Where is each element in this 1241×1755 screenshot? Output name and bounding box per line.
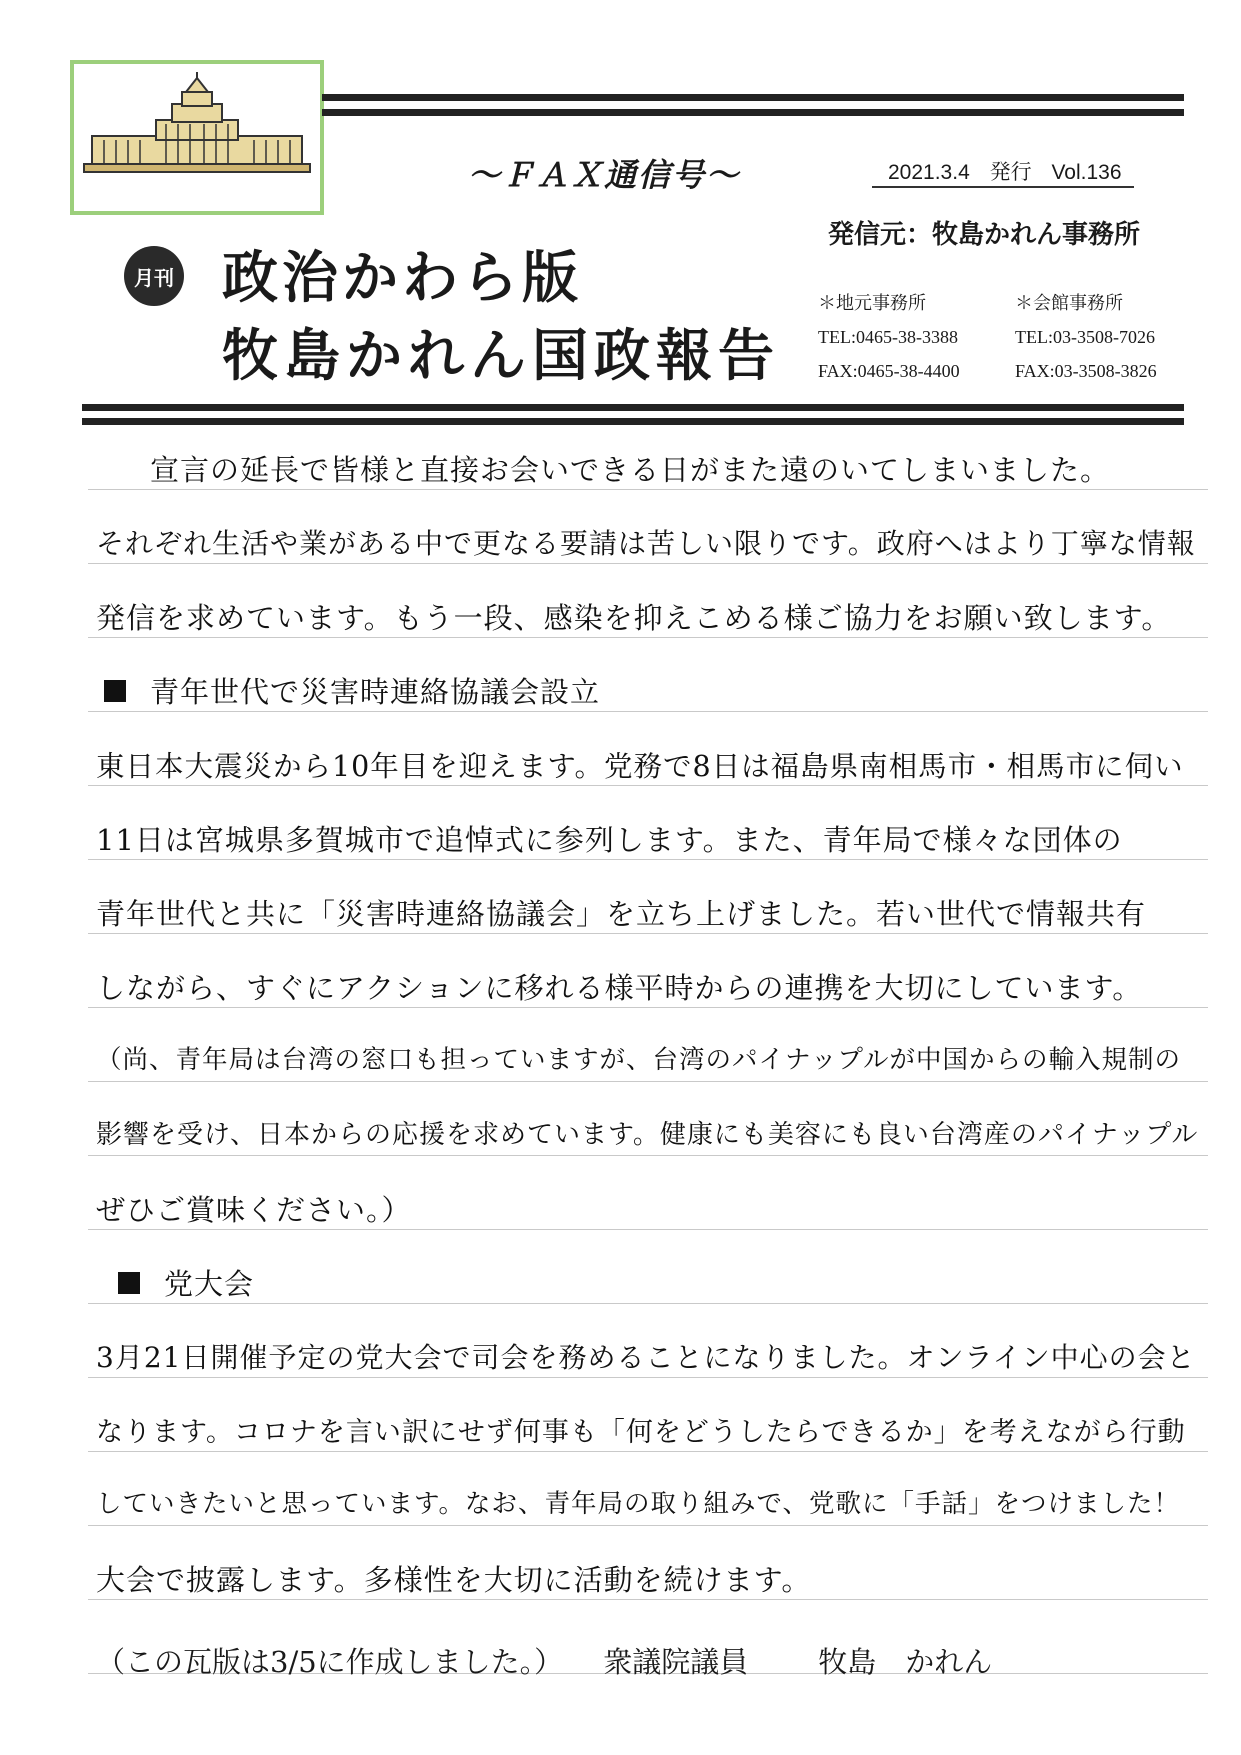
- section1-line: 影響を受け、日本からの応援を求めています。健康にも美容にも良い台湾産のパイナップル: [96, 1120, 1199, 1150]
- fax-title: ～ＦＡＸ通信号～: [468, 156, 741, 194]
- local-office-label: ＊地元事務所: [818, 293, 926, 313]
- kaikan-office-label: ＊会館事務所: [1015, 293, 1123, 313]
- ruled-line: [88, 933, 1208, 934]
- issue-label: 発行: [989, 161, 1032, 184]
- local-office-tel: TEL:0465-38-3388: [818, 327, 958, 347]
- ruled-line: [88, 637, 1208, 638]
- ruled-line: [88, 1451, 1208, 1452]
- heading-square-icon: [104, 680, 126, 702]
- local-office-fax: FAX:0465-38-4400: [818, 361, 960, 381]
- section1-line: ぜひご賞味ください。）: [96, 1193, 412, 1227]
- ruled-line: [88, 1377, 1208, 1378]
- kaikan-office: [1015, 286, 1157, 388]
- issue-line: [888, 156, 1136, 186]
- section1-line: （尚、青年局は台湾の窓口も担っていますが、台湾のパイナップルが中国からの輸入規制の: [96, 1045, 1181, 1075]
- intro-line: 宣言の延長で皆様と直接お会いできる日がまた遠のいてしまいました。: [150, 453, 1111, 487]
- closing-title: 衆議院議員: [603, 1645, 749, 1679]
- ruled-line: [88, 489, 1208, 490]
- section1-heading-text: 青年世代で災害時連絡協議会設立: [150, 675, 601, 709]
- section2-heading-text: 党大会: [164, 1267, 255, 1301]
- ruled-line: [88, 711, 1208, 712]
- section2-line: なります。コロナを言い訳にせず何事も「何をどうしたらできるか」を考えながら行動: [96, 1417, 1186, 1448]
- intro-line: 発信を求めています。もう一段、感染を抑えこめる様ご協力をお願い致します。: [96, 601, 1172, 635]
- magazine-title: 政治かわら版: [222, 246, 582, 311]
- monthly-badge: 月刊: [124, 246, 184, 306]
- ruled-line: [88, 1007, 1208, 1008]
- ruled-line: [88, 1525, 1208, 1526]
- header-bottom-rule-2: [82, 418, 1184, 425]
- section1-line: 11日は宮城県多賀城市で追悼式に参列します。また、青年局で様々な団体の: [96, 823, 1123, 857]
- ruled-line: [88, 785, 1208, 786]
- section2-line: 3月21日開催予定の党大会で司会を務めることになりました。オンライン中心の会と: [96, 1341, 1196, 1374]
- issue-date: 2021.3.4: [888, 161, 970, 184]
- header-top-rule-2: [322, 109, 1184, 116]
- intro-line: それぞれ生活や業がある中で更なる要請は苦しい限りです。政府へはより丁寧な情報: [96, 527, 1196, 560]
- sender: 発信元：牧島かれん事務所: [828, 220, 1141, 250]
- header-top-rule: [322, 94, 1184, 101]
- kaikan-office-tel: TEL:03-3508-7026: [1015, 327, 1155, 347]
- diet-building-icon: [74, 64, 320, 211]
- heading-square-icon: [118, 1272, 140, 1294]
- section1-line: しながら、すぐにアクションに移れる様平時からの連携を大切にしています。: [96, 971, 1143, 1005]
- kaikan-office-fax: FAX:03-3508-3826: [1015, 361, 1157, 381]
- ruled-line: [88, 1229, 1208, 1230]
- section1-line: 東日本大震災から10年目を迎えます。党務で8日は福島県南相馬市・相馬市に伺い: [96, 750, 1184, 783]
- section1-line: 青年世代と共に「災害時連絡協議会」を立ち上げました。若い世代で情報共有: [96, 897, 1147, 931]
- section1-heading: [104, 670, 600, 711]
- section2-heading: [118, 1262, 254, 1303]
- ruled-line: [88, 563, 1208, 564]
- ruled-line: [88, 1599, 1208, 1600]
- header-bottom-rule: [82, 404, 1184, 411]
- ruled-line: [88, 1081, 1208, 1082]
- signature-line: [96, 1640, 992, 1681]
- diet-building-logo: [70, 60, 324, 215]
- issue-volume: Vol.136: [1051, 161, 1122, 184]
- closing-note: （この瓦版は3/5に作成しました。）: [96, 1645, 564, 1679]
- section2-line: 大会で披露します。多様性を大切に活動を続けます。: [96, 1563, 812, 1597]
- ruled-line: [88, 1155, 1208, 1156]
- magazine-subtitle: 牧島かれん国政報告: [222, 324, 780, 389]
- issue-underline: [872, 186, 1134, 188]
- local-office: [818, 286, 960, 388]
- ruled-line: [88, 859, 1208, 860]
- ruled-line: [88, 1303, 1208, 1304]
- closing-name: 牧島 かれん: [818, 1645, 993, 1679]
- section2-line: していきたいと思っています。なお、青年局の取り組みで、党歌に「手話」をつけました！: [96, 1489, 1180, 1519]
